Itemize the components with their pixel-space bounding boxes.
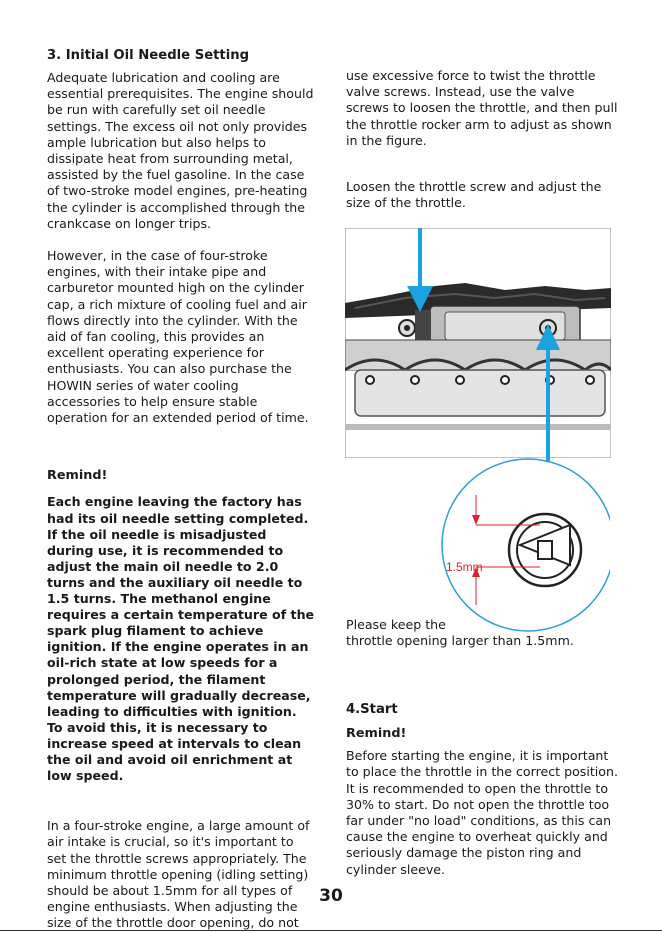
right-column (346, 68, 618, 211)
keep-opening-note (346, 617, 626, 649)
keep-line-2: throttle opening larger than 1.5mm. (346, 633, 574, 649)
remind-title: Remind! (47, 468, 108, 484)
start-section (346, 702, 618, 878)
section-heading-oil-needle: 3. Initial Oil Needle Setting (47, 48, 250, 63)
bottom-rule (0, 930, 662, 931)
section-heading-start: 4.Start (346, 702, 398, 717)
paragraph-four-stroke: However, in the case of four-stroke engines, with their intake pipe and carburetor mounted high on the cylinder cap, a rich mixture of cooling fuel and air flows directly into the cylinder. With the aid of fan cooling, this provides an excellent operating experience for enthusiasts. You can also purchase the HOWIN series of water cooling accessories to help ensure stable operation for an extended period of time. (47, 248, 309, 426)
start-paragraph: Before starting the engine, it is important to place the throttle in the correct position. It is recommended to open the throttle to 30% to start. Do not open the throttle too far under "no load" conditions, as this can cause the engine to overheat quickly and seriously damage the piston ring and cylinder sleeve. (346, 748, 618, 877)
page-number: 30 (319, 886, 343, 906)
throttle-zoom-circle (440, 455, 610, 635)
dimension-label: 1.5mm (446, 560, 483, 574)
keep-line-1: Please keep the (346, 617, 446, 632)
throttle-figure (345, 228, 611, 458)
remind-oil-needle-text: Each engine leaving the factory has had its oil needle setting completed. If the oil needle is misadjusted during use, it is recommended to adjust the main oil needle to 2.0 turns and the auxiliary oil needle to 1.5 turns. The methanol engine requires a certain temperature of the spark plug filament to achieve ignition. If the engine operates in an oil-rich state at low speeds for a prolonged period, the filament temperature will gradually decrease, leading to difficulties with ignition. To avoid this, it is necessary to increase speed at intervals to clean the oil and avoid oil enrichment at low speed. (47, 494, 315, 784)
paragraph-lubrication: Adequate lubrication and cooling are essential prerequisites. The engine should be run with carefully set oil needle settings. The excess oil not only provides ample lubrication but also helps to dissipate heat from surrounding metal, assisted by the fuel gasoline. In the case of two-stroke model engines, pre-heating the cylinder is accomplished through the crankcase on longer trips. (47, 70, 314, 231)
paragraph-loosen-screw: Loosen the throttle screw and adjust the size of the throttle. (346, 179, 602, 211)
left-column (47, 48, 315, 932)
paragraph-throttle-force: use excessive force to twist the throttle valve screws. Instead, use the valve screws to loosen the throttle, and then pull the throttle rocker arm to adjust as shown in the figure. (346, 68, 618, 148)
paragraph-air-intake: In a four-stroke engine, a large amount of air intake is crucial, so it's important to set the throttle screws appropriately. The minimum throttle opening (idling setting) should be about 1.5mm for all types of engine enthusiasts. When adjusting the size of the throttle door opening, do not (47, 818, 310, 931)
start-remind-title: Remind! (346, 726, 407, 741)
